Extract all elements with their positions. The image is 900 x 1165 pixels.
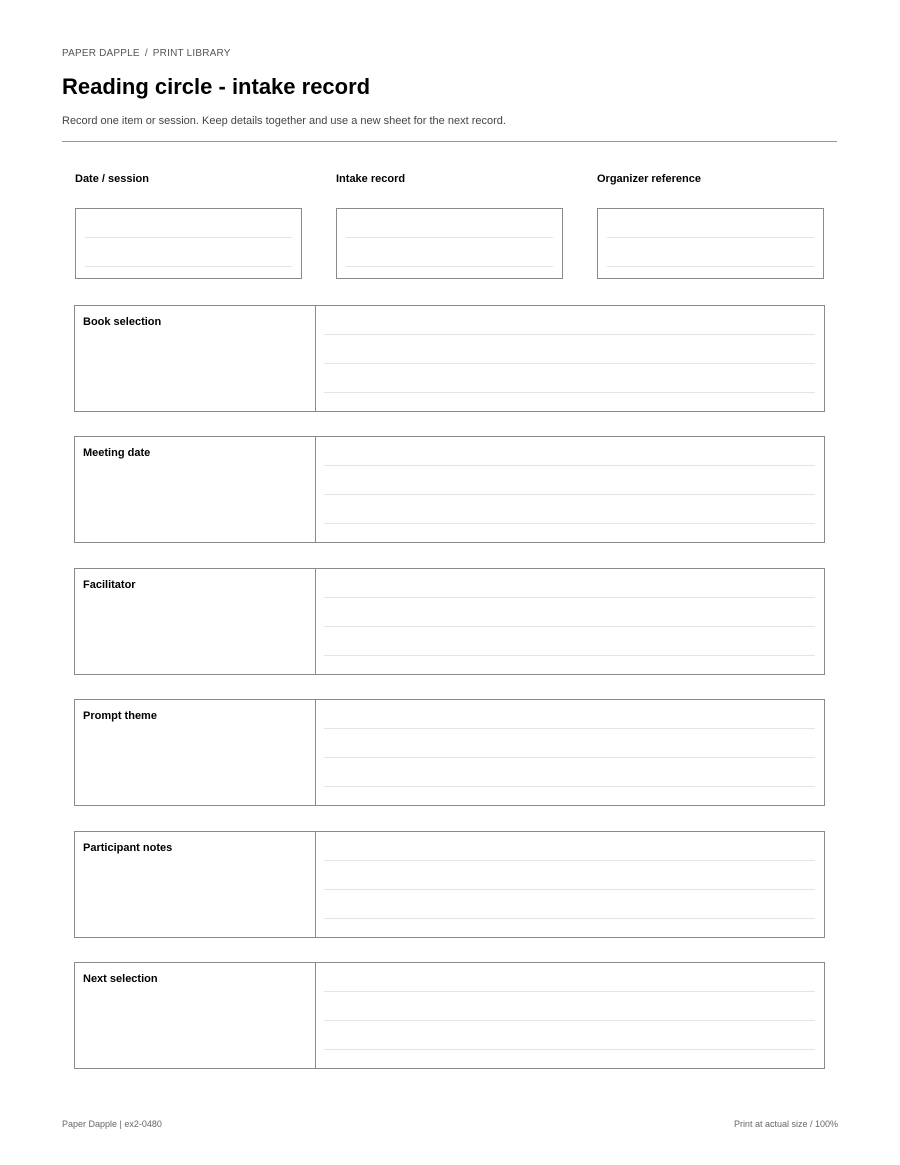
writing-line — [324, 991, 815, 992]
section-book-selection — [74, 305, 825, 412]
writing-line — [324, 728, 815, 729]
writing-line — [85, 266, 292, 267]
writing-line — [324, 655, 815, 656]
breadcrumb-separator: / — [144, 48, 148, 59]
section-label-cell — [75, 963, 316, 1068]
top-field-label-intake-record: Intake record — [336, 173, 406, 185]
section-label: Book selection — [83, 316, 162, 328]
writing-line — [607, 266, 814, 267]
writing-line — [324, 392, 815, 393]
top-field-label-date-session: Date / session — [75, 173, 149, 185]
writing-line — [324, 1049, 815, 1050]
section-label-cell — [75, 700, 316, 805]
writing-line — [324, 786, 815, 787]
header-divider — [62, 141, 837, 142]
writing-line — [85, 237, 292, 238]
writing-line — [324, 363, 815, 364]
writing-line — [324, 523, 815, 524]
breadcrumb-item-library[interactable]: PRINT LIBRARY — [152, 48, 231, 59]
writing-line — [324, 860, 815, 861]
section-label-cell — [75, 569, 316, 674]
writing-line — [324, 889, 815, 890]
section-label: Prompt theme — [83, 710, 157, 722]
section-label-cell — [75, 306, 316, 411]
section-label: Facilitator — [83, 579, 136, 591]
facilitator-entry-field[interactable] — [316, 569, 824, 674]
top-field-label-organizer-reference: Organizer reference — [597, 173, 701, 185]
prompt-theme-entry-field[interactable] — [316, 700, 824, 805]
meeting-date-entry-field[interactable] — [316, 437, 824, 542]
organizer-reference-field[interactable] — [597, 208, 824, 279]
section-next-selection — [74, 962, 825, 1069]
writing-line — [346, 237, 553, 238]
writing-line — [324, 494, 815, 495]
writing-line — [324, 334, 815, 335]
writing-line — [324, 1020, 815, 1021]
footer-document-id: Paper Dapple | ex2-0480 — [62, 1119, 162, 1129]
intake-record-field[interactable] — [336, 208, 563, 279]
section-label-cell — [75, 437, 316, 542]
section-participant-notes — [74, 831, 825, 938]
section-facilitator — [74, 568, 825, 675]
writing-line — [324, 597, 815, 598]
section-prompt-theme — [74, 699, 825, 806]
footer-print-note: Print at actual size / 100% — [733, 1119, 838, 1129]
page-title: Reading circle - intake record — [62, 74, 371, 99]
writing-line — [324, 918, 815, 919]
date-session-field[interactable] — [75, 208, 302, 279]
writing-line — [324, 465, 815, 466]
section-label: Next selection — [83, 973, 158, 985]
section-meeting-date — [74, 436, 825, 543]
book-selection-entry-field[interactable] — [316, 306, 824, 411]
section-label-cell — [75, 832, 316, 937]
writing-line — [324, 757, 815, 758]
page-subtitle: Record one item or session. Keep details together and use a new sheet for the next record. — [62, 115, 506, 127]
writing-line — [324, 626, 815, 627]
section-label: Participant notes — [83, 842, 173, 854]
participant-notes-entry-field[interactable] — [316, 832, 824, 937]
next-selection-entry-field[interactable] — [316, 963, 824, 1068]
writing-line — [607, 237, 814, 238]
breadcrumb — [62, 48, 231, 59]
section-label: Meeting date — [83, 447, 151, 459]
breadcrumb-item-brand[interactable]: PAPER DAPPLE — [62, 48, 140, 59]
writing-line — [346, 266, 553, 267]
